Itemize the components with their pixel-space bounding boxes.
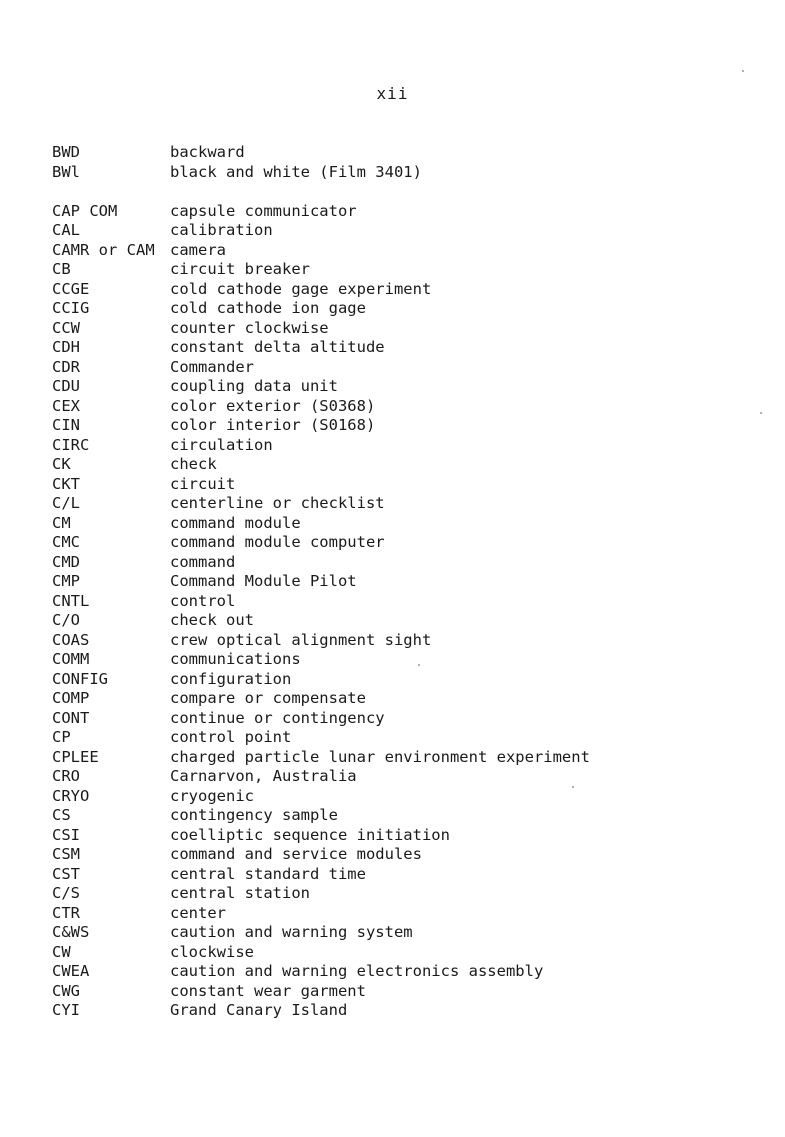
- entry-abbreviation: CIN: [52, 416, 80, 434]
- entry-definition: camera: [170, 240, 226, 259]
- glossary-entry: [52, 514, 752, 534]
- entry-abbreviation: CWG: [52, 981, 80, 1000]
- entry-definition: constant delta altitude: [170, 338, 385, 356]
- entry-abbreviation: CDH: [52, 338, 80, 356]
- entry-definition: circuit breaker: [170, 260, 310, 278]
- entry-abbreviation: CCW: [52, 318, 80, 337]
- glossary-entry: [52, 163, 752, 183]
- entry-definition: Command Module Pilot: [170, 572, 357, 590]
- entry-definition: Commander: [170, 357, 254, 376]
- entry-abbreviation: CPLEE: [52, 747, 99, 766]
- entry-abbreviation: COAS: [52, 630, 90, 649]
- glossary-entry: [52, 455, 752, 475]
- entry-definition: calibration: [170, 221, 273, 239]
- glossary-entry: [52, 358, 752, 378]
- glossary-entry: [52, 436, 752, 456]
- glossary-entry: [52, 982, 752, 1002]
- glossary-entry: [52, 280, 752, 300]
- entry-definition: charged particle lunar environment experiment: [170, 747, 590, 766]
- entry-definition: contingency sample: [170, 806, 338, 824]
- entry-definition: capsule communicator: [170, 201, 357, 220]
- glossary-entry: [52, 1001, 752, 1021]
- glossary-entry: [52, 962, 752, 982]
- entry-definition: cold cathode gage experiment: [170, 279, 432, 298]
- glossary-entry: [52, 319, 752, 339]
- entry-definition: center: [170, 903, 226, 922]
- glossary-entry: [52, 943, 752, 963]
- entry-abbreviation: CW: [52, 942, 71, 961]
- glossary-entry: [52, 709, 752, 729]
- scan-speck: [760, 412, 762, 414]
- entry-definition: black and white (Film 3401): [170, 162, 422, 181]
- glossary-entry: [52, 611, 752, 631]
- glossary-entry: [52, 338, 752, 358]
- entry-abbreviation: CDR: [52, 357, 80, 376]
- entry-definition: control: [170, 591, 236, 610]
- entry-definition: crew optical alignment sight: [170, 630, 432, 649]
- glossary-entry: [52, 260, 752, 280]
- glossary-entry: [52, 299, 752, 319]
- entry-abbreviation: CTR: [52, 903, 80, 922]
- entry-abbreviation: CSI: [52, 825, 80, 844]
- entry-definition: coupling data unit: [170, 377, 338, 395]
- entry-definition: command module computer: [170, 533, 385, 551]
- glossary-entry: [52, 650, 752, 670]
- glossary-entry: [52, 241, 752, 261]
- entry-definition: configuration: [170, 669, 292, 688]
- entry-abbreviation: CYI: [52, 1001, 80, 1019]
- entry-abbreviation: CM: [52, 513, 71, 532]
- entry-definition: communications: [170, 650, 301, 668]
- glossary-entry: [52, 397, 752, 417]
- entry-definition: color exterior (S0368): [170, 396, 376, 415]
- entry-abbreviation: CMC: [52, 533, 80, 551]
- page-number: xii: [376, 84, 409, 103]
- glossary-entry: [52, 728, 752, 748]
- entry-definition: Carnarvon, Australia: [170, 767, 357, 785]
- scan-speck: [742, 70, 744, 72]
- entry-definition: backward: [170, 143, 245, 161]
- entry-definition: control point: [170, 728, 292, 746]
- entry-abbreviation: CMD: [52, 552, 80, 571]
- glossary-entry: [52, 670, 752, 690]
- entry-abbreviation: CDU: [52, 377, 80, 395]
- entry-abbreviation: CIRC: [52, 435, 90, 454]
- entry-abbreviation: CONFIG: [52, 669, 108, 688]
- entry-abbreviation: CCGE: [52, 279, 90, 298]
- entry-abbreviation: CMP: [52, 572, 80, 590]
- entry-abbreviation: C/O: [52, 611, 80, 629]
- scan-speck: [418, 664, 420, 666]
- entry-abbreviation: CKT: [52, 474, 80, 493]
- entry-abbreviation: C&WS: [52, 923, 90, 941]
- entry-abbreviation: CEX: [52, 396, 80, 415]
- entry-abbreviation: CS: [52, 806, 71, 824]
- glossary-entry: [52, 826, 752, 846]
- entry-definition: command and service modules: [170, 845, 422, 863]
- entry-definition: counter clockwise: [170, 318, 329, 337]
- entry-definition: continue or contingency: [170, 708, 385, 727]
- glossary-entry: [52, 689, 752, 709]
- glossary-entry: [52, 572, 752, 592]
- entry-abbreviation: CAP COM: [52, 201, 118, 220]
- entry-definition: color interior (S0168): [170, 416, 376, 434]
- glossary-entry: [52, 865, 752, 885]
- entry-abbreviation: CAMR or CAM: [52, 240, 155, 259]
- entry-abbreviation: CP: [52, 728, 71, 746]
- abbreviation-list: [52, 143, 752, 1021]
- glossary-entry: [52, 202, 752, 222]
- entry-definition: compare or compensate: [170, 689, 366, 707]
- entry-definition: command module: [170, 513, 301, 532]
- entry-abbreviation: CCIG: [52, 299, 90, 317]
- entry-definition: caution and warning electronics assembly: [170, 962, 544, 980]
- entry-abbreviation: CST: [52, 864, 80, 883]
- entry-abbreviation: CWEA: [52, 962, 90, 980]
- scan-speck: [572, 786, 574, 788]
- glossary-entry: [52, 806, 752, 826]
- entry-definition: constant wear garment: [170, 981, 366, 1000]
- entry-abbreviation: CSM: [52, 845, 80, 863]
- entry-abbreviation: C/L: [52, 494, 80, 512]
- entry-abbreviation: CK: [52, 455, 71, 473]
- glossary-entry: [52, 904, 752, 924]
- entry-abbreviation: CNTL: [52, 591, 90, 610]
- entry-abbreviation: COMM: [52, 650, 90, 668]
- glossary-entry: [52, 592, 752, 612]
- glossary-entry: [52, 475, 752, 495]
- glossary-entry: [52, 923, 752, 943]
- entry-definition: check: [170, 455, 217, 473]
- glossary-entry: [52, 416, 752, 436]
- entry-abbreviation: BWD: [52, 143, 80, 161]
- glossary-entry: [52, 748, 752, 768]
- entry-definition: caution and warning system: [170, 923, 413, 941]
- glossary-entry: [52, 767, 752, 787]
- entry-definition: circulation: [170, 435, 273, 454]
- entry-abbreviation: CB: [52, 260, 71, 278]
- entry-definition: cold cathode ion gage: [170, 299, 366, 317]
- glossary-entry: [52, 143, 752, 163]
- glossary-entry: [52, 494, 752, 514]
- entry-abbreviation: CRO: [52, 767, 80, 785]
- glossary-entry: [52, 884, 752, 904]
- entry-definition: cryogenic: [170, 786, 254, 805]
- entry-abbreviation: CRYO: [52, 786, 90, 805]
- entry-definition: clockwise: [170, 942, 254, 961]
- entry-definition: central station: [170, 884, 310, 902]
- entry-abbreviation: CONT: [52, 708, 90, 727]
- glossary-entry: [52, 845, 752, 865]
- glossary-entry: [52, 553, 752, 573]
- entry-definition: central standard time: [170, 864, 366, 883]
- entry-definition: centerline or checklist: [170, 494, 385, 512]
- glossary-entry: [52, 377, 752, 397]
- entry-abbreviation: CAL: [52, 221, 80, 239]
- glossary-entry: [52, 787, 752, 807]
- entry-abbreviation: C/S: [52, 884, 80, 902]
- entry-definition: Grand Canary Island: [170, 1001, 348, 1019]
- entry-definition: coelliptic sequence initiation: [170, 825, 450, 844]
- entry-definition: command: [170, 552, 236, 571]
- glossary-entry: [52, 631, 752, 651]
- glossary-entry: [52, 533, 752, 553]
- entry-definition: circuit: [170, 474, 236, 493]
- glossary-entry: [52, 221, 752, 241]
- entry-abbreviation: BWl: [52, 162, 80, 181]
- entry-definition: check out: [170, 611, 254, 629]
- entry-abbreviation: COMP: [52, 689, 90, 707]
